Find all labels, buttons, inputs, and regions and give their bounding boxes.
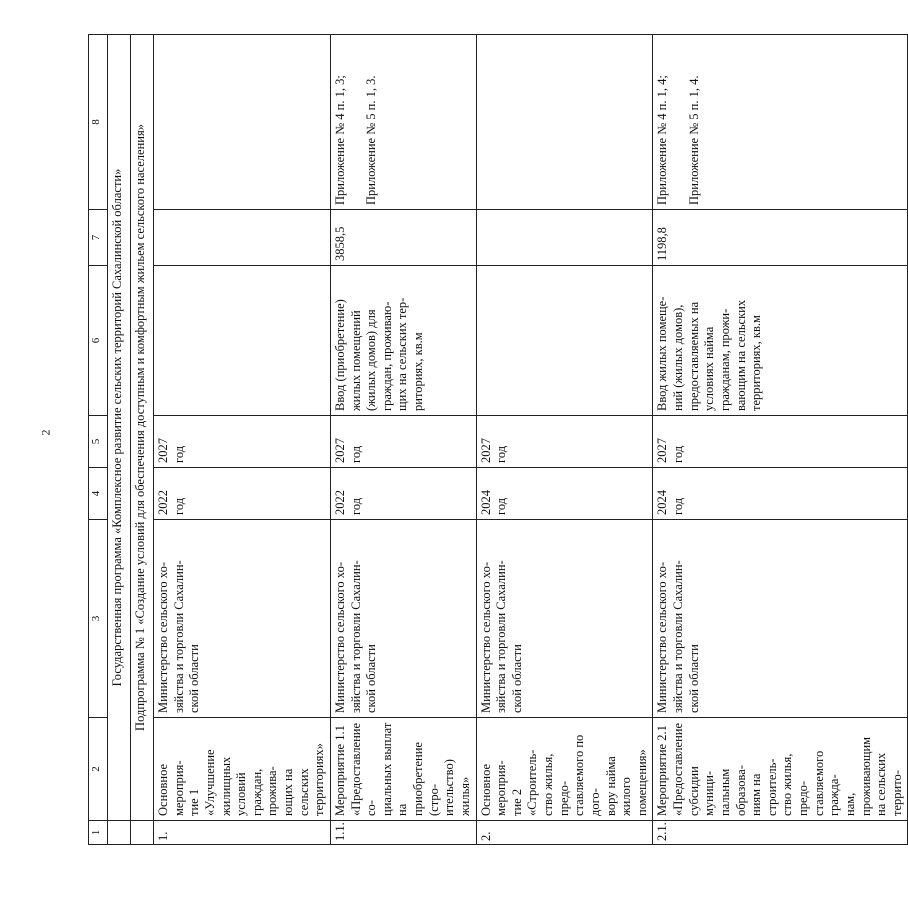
header-cell: 8: [89, 35, 108, 210]
start-year: 2024 год: [653, 468, 908, 520]
row-number: 2.1.: [653, 821, 908, 845]
row-number: 1.1.: [330, 821, 476, 845]
end-year: 2027 год: [476, 416, 653, 468]
indicator-value: [154, 210, 331, 266]
indicator: Ввод (приобретение) жилых помещений (жилых домов) для граждан, проживаю- щих на сельских тер- риториях, кв.м: [330, 266, 476, 416]
indicator: Ввод жилых помеще- ний (жилых домов), предоставляемых на условиях найма гражданам, прожи- вающим на сельских территориях, кв.м: [653, 266, 908, 416]
link-annex: Приложение № 4 п. 1, 3; Приложение № 5 п. 1, 3.: [330, 35, 476, 210]
start-year: 2024 год: [476, 468, 653, 520]
state-program-title: Государственная программа «Комплексное развитие сельских территорий Сахалинской области»: [108, 35, 131, 821]
header-cell: 3: [89, 520, 108, 718]
link-annex: [476, 35, 653, 210]
measure-name: Основное мероприя- тие 1 «Улучшение жилищных условий граждан, прожива- ющих на сельских территориях»: [154, 718, 331, 821]
start-year: 2022 год: [330, 468, 476, 520]
table-row: [476, 35, 653, 845]
subprogram-row: [131, 35, 154, 845]
header-row: [89, 35, 108, 845]
indicator-value: 3858,5: [330, 210, 476, 266]
measure-name: Основное мероприя- тие 2 «Строитель- ство жилья, предо- ставляемого по дого- вору найма жилого помещения»: [476, 718, 653, 821]
executor: Министерство сельского хо- зяйства и торговли Сахалин- ской области: [154, 520, 331, 718]
indicator-value: [476, 210, 653, 266]
table-row: [330, 35, 476, 845]
header-cell: 2: [89, 718, 108, 821]
row-number: 1.: [154, 821, 331, 845]
header-cell: 6: [89, 266, 108, 416]
rotated-page: [88, 35, 904, 845]
measure-name: Мероприятие 2.1 «Предоставление субсидии муници- пальным образова- ниям на строитель- ство жилья, предо- ставляемого гражда- нам, проживающим на сельских террито-: [653, 718, 908, 821]
page-number: 2: [38, 429, 53, 436]
state-program-row: [108, 35, 131, 845]
measure-name: Мероприятие 1.1 «Предоставление со- циальных выплат на приобретение (стро- ительство) жилья»: [330, 718, 476, 821]
executor: Министерство сельского хо- зяйства и торговли Сахалин- ской области: [476, 520, 653, 718]
table-row: [154, 35, 331, 845]
end-year: 2027 год: [653, 416, 908, 468]
executor: Министерство сельского хо- зяйства и торговли Сахалин- ской области: [330, 520, 476, 718]
row-number: 2.: [476, 821, 653, 845]
header-cell: 4: [89, 468, 108, 520]
start-year: 2022 год: [154, 468, 331, 520]
table-row: [653, 35, 908, 845]
subprogram-title: Подпрограмма № 1 «Создание условий для обеспечения доступным и комфортным жильем сельского населения»: [131, 35, 154, 821]
end-year: 2027 год: [154, 416, 331, 468]
indicator-value: 1198,8: [653, 210, 908, 266]
indicator: [154, 266, 331, 416]
header-cell: 5: [89, 416, 108, 468]
header-cell: 7: [89, 210, 108, 266]
link-annex: [154, 35, 331, 210]
link-annex: Приложение № 4 п. 1, 4; Приложение № 5 п. 1, 4.: [653, 35, 908, 210]
end-year: 2027 год: [330, 416, 476, 468]
measures-table: [88, 34, 908, 845]
header-cell: 1: [89, 821, 108, 845]
executor: Министерство сельского хо- зяйства и торговли Сахалин- ской области: [653, 520, 908, 718]
indicator: [476, 266, 653, 416]
